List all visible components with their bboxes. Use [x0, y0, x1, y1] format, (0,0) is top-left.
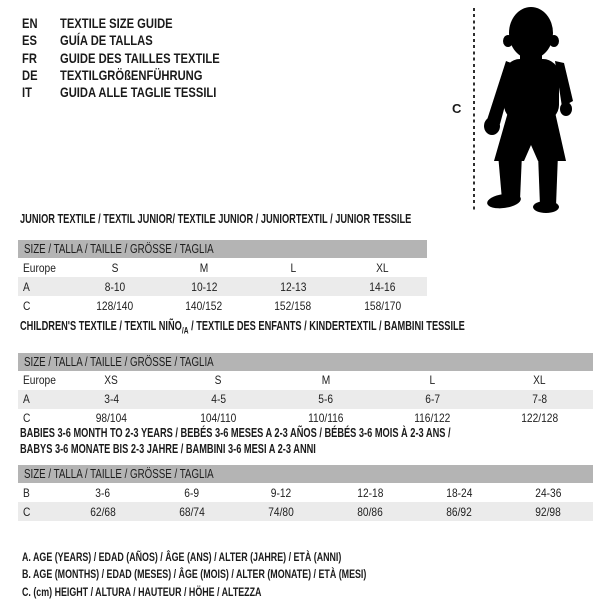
size-cell: 140/152	[185, 298, 223, 313]
language-title-list	[22, 15, 260, 101]
language-title: GUIDA ALLE TAGLIE TESSILI	[60, 84, 217, 101]
size-header-row	[18, 240, 427, 258]
children-table-title: CHILDREN'S TEXTILE / TEXTIL $NIÑO_{/A}$ / TEXTILE DES ENFANTS / KINDERTEXTIL / BAMBINI TESSILE	[20, 319, 465, 336]
size-cell: M	[321, 373, 330, 387]
size-cell: 152/158	[274, 298, 312, 313]
size-cell: 68/74	[147, 502, 236, 521]
size-cell: XL	[376, 260, 389, 275]
language-row	[22, 32, 260, 49]
junior-table-title: JUNIOR TEXTILE / TEXTIL JUNIOR/ TEXTILE JUNIOR / JUNIORTEXTIL / JUNIOR TESSILE	[20, 212, 412, 226]
size-cell: 3-4	[58, 390, 165, 409]
size-cell: 74/80	[236, 502, 325, 521]
row-label: C	[23, 298, 31, 313]
size-cell: 62/68	[58, 502, 147, 521]
size-header-band: SIZE / TALLA / TAILLE / GRÖSSE / TAGLIA	[18, 465, 593, 483]
size-cell: 116/122	[414, 411, 451, 425]
size-cell: 9-12	[270, 485, 292, 500]
babies-size-table	[18, 465, 593, 521]
junior-size-table	[18, 240, 427, 315]
size-cell: L	[290, 260, 296, 275]
language-code: FR	[22, 49, 37, 66]
nino-a-subscript: /A	[181, 325, 189, 336]
size-header-row	[18, 465, 593, 483]
row-label: A	[18, 277, 70, 296]
size-header-band: SIZE / TALLA / TAILLE / GRÖSSE / TAGLIA	[18, 353, 593, 371]
size-cell: 14-16	[338, 277, 427, 296]
children-section	[18, 318, 593, 428]
row-label: Europe	[23, 373, 56, 387]
language-row	[22, 84, 260, 101]
size-cell: 6-9	[184, 485, 200, 500]
size-cell: 128/140	[96, 298, 134, 313]
language-title: GUÍA DE TALLAS	[60, 32, 153, 49]
size-cell: XS	[104, 373, 119, 387]
legend-footnotes	[22, 549, 487, 600]
language-title: TEXTILE SIZE GUIDE	[60, 15, 173, 31]
size-header-row	[18, 353, 593, 371]
babies-table-title: BABIES 3-6 MONTH TO 2-3 YEARS / BEBÉS 3-6 MESES A 2-3 AÑOS / BÉBÉS 3-6 MOIS À 2-3 ANS / BABYS 3-6 MONATE BIS 2-3 JAHRE / BAMBINI 3-6 MESI A 2-3 ANNI	[20, 426, 451, 456]
footnote-c: C. (cm) HEIGHT / ALTURA / HAUTEUR / HÖHE / ALTEZZA	[22, 584, 262, 599]
table-row	[18, 390, 593, 409]
size-cell: 4-5	[165, 390, 272, 409]
junior-section	[18, 211, 427, 315]
size-cell: 122/128	[521, 411, 558, 425]
size-cell: S	[215, 373, 222, 387]
table-row	[18, 277, 427, 296]
size-cell: 6-7	[379, 390, 486, 409]
size-cell: 104/110	[200, 411, 237, 425]
size-cell: 7-8	[486, 390, 593, 409]
size-cell: 110/116	[307, 411, 344, 425]
size-cell: 86/92	[415, 502, 504, 521]
size-cell: 10-12	[159, 277, 248, 296]
row-label: A	[18, 390, 58, 409]
row-label: C	[23, 411, 31, 425]
table-row	[18, 258, 427, 277]
size-cell: 24-36	[535, 485, 562, 500]
children-size-table	[18, 353, 593, 428]
language-code: ES	[22, 32, 37, 49]
size-cell: 98/104	[95, 411, 128, 425]
table-row	[18, 502, 593, 521]
size-cell: M	[199, 260, 209, 275]
size-cell: 12-13	[249, 277, 338, 296]
language-row	[22, 50, 260, 67]
row-label: B	[23, 485, 30, 500]
table-row	[18, 371, 593, 390]
language-row	[22, 67, 260, 84]
table-row	[18, 296, 427, 315]
size-cell: 158/170	[363, 298, 401, 313]
size-cell: S	[111, 260, 119, 275]
size-cell: 3-6	[95, 485, 110, 500]
footnote-a: A. AGE (YEARS) / EDAD (AÑOS) / ÂGE (ANS) / ALTER (JAHRE) / ETÀ (ANNI)	[22, 550, 342, 564]
language-title: GUIDE DES TAILLES TEXTILE	[60, 49, 220, 66]
size-cell: 8-10	[70, 277, 159, 296]
table-row	[18, 483, 593, 502]
language-title: TEXTILGRÖßENFÜHRUNG	[60, 66, 203, 83]
babies-section	[18, 425, 593, 521]
height-measure-dashed-line	[473, 8, 475, 212]
language-code: EN	[22, 15, 38, 31]
size-cell: 18-24	[446, 485, 473, 500]
size-cell: 12-18	[356, 485, 384, 500]
row-label: C	[18, 502, 58, 521]
size-cell: L	[429, 373, 436, 387]
size-cell: XL	[533, 373, 546, 387]
size-cell: 80/86	[325, 502, 414, 521]
language-row	[22, 15, 260, 32]
footnote-b: B. AGE (MONTHS) / EDAD (MESES) / ÂGE (MOIS) / ALTER (MONATE) / ETÀ (MESI)	[22, 567, 367, 582]
language-code: DE	[22, 66, 38, 83]
toddler-silhouette-icon	[478, 4, 582, 214]
size-cell: 5-6	[272, 390, 379, 409]
height-measure-label: C	[452, 101, 462, 116]
language-code: IT	[22, 84, 32, 101]
size-cell: 92/98	[504, 502, 593, 521]
size-header-band: SIZE / TALLA / TAILLE / GRÖSSE / TAGLIA	[18, 240, 427, 258]
row-label: Europe	[23, 260, 56, 275]
